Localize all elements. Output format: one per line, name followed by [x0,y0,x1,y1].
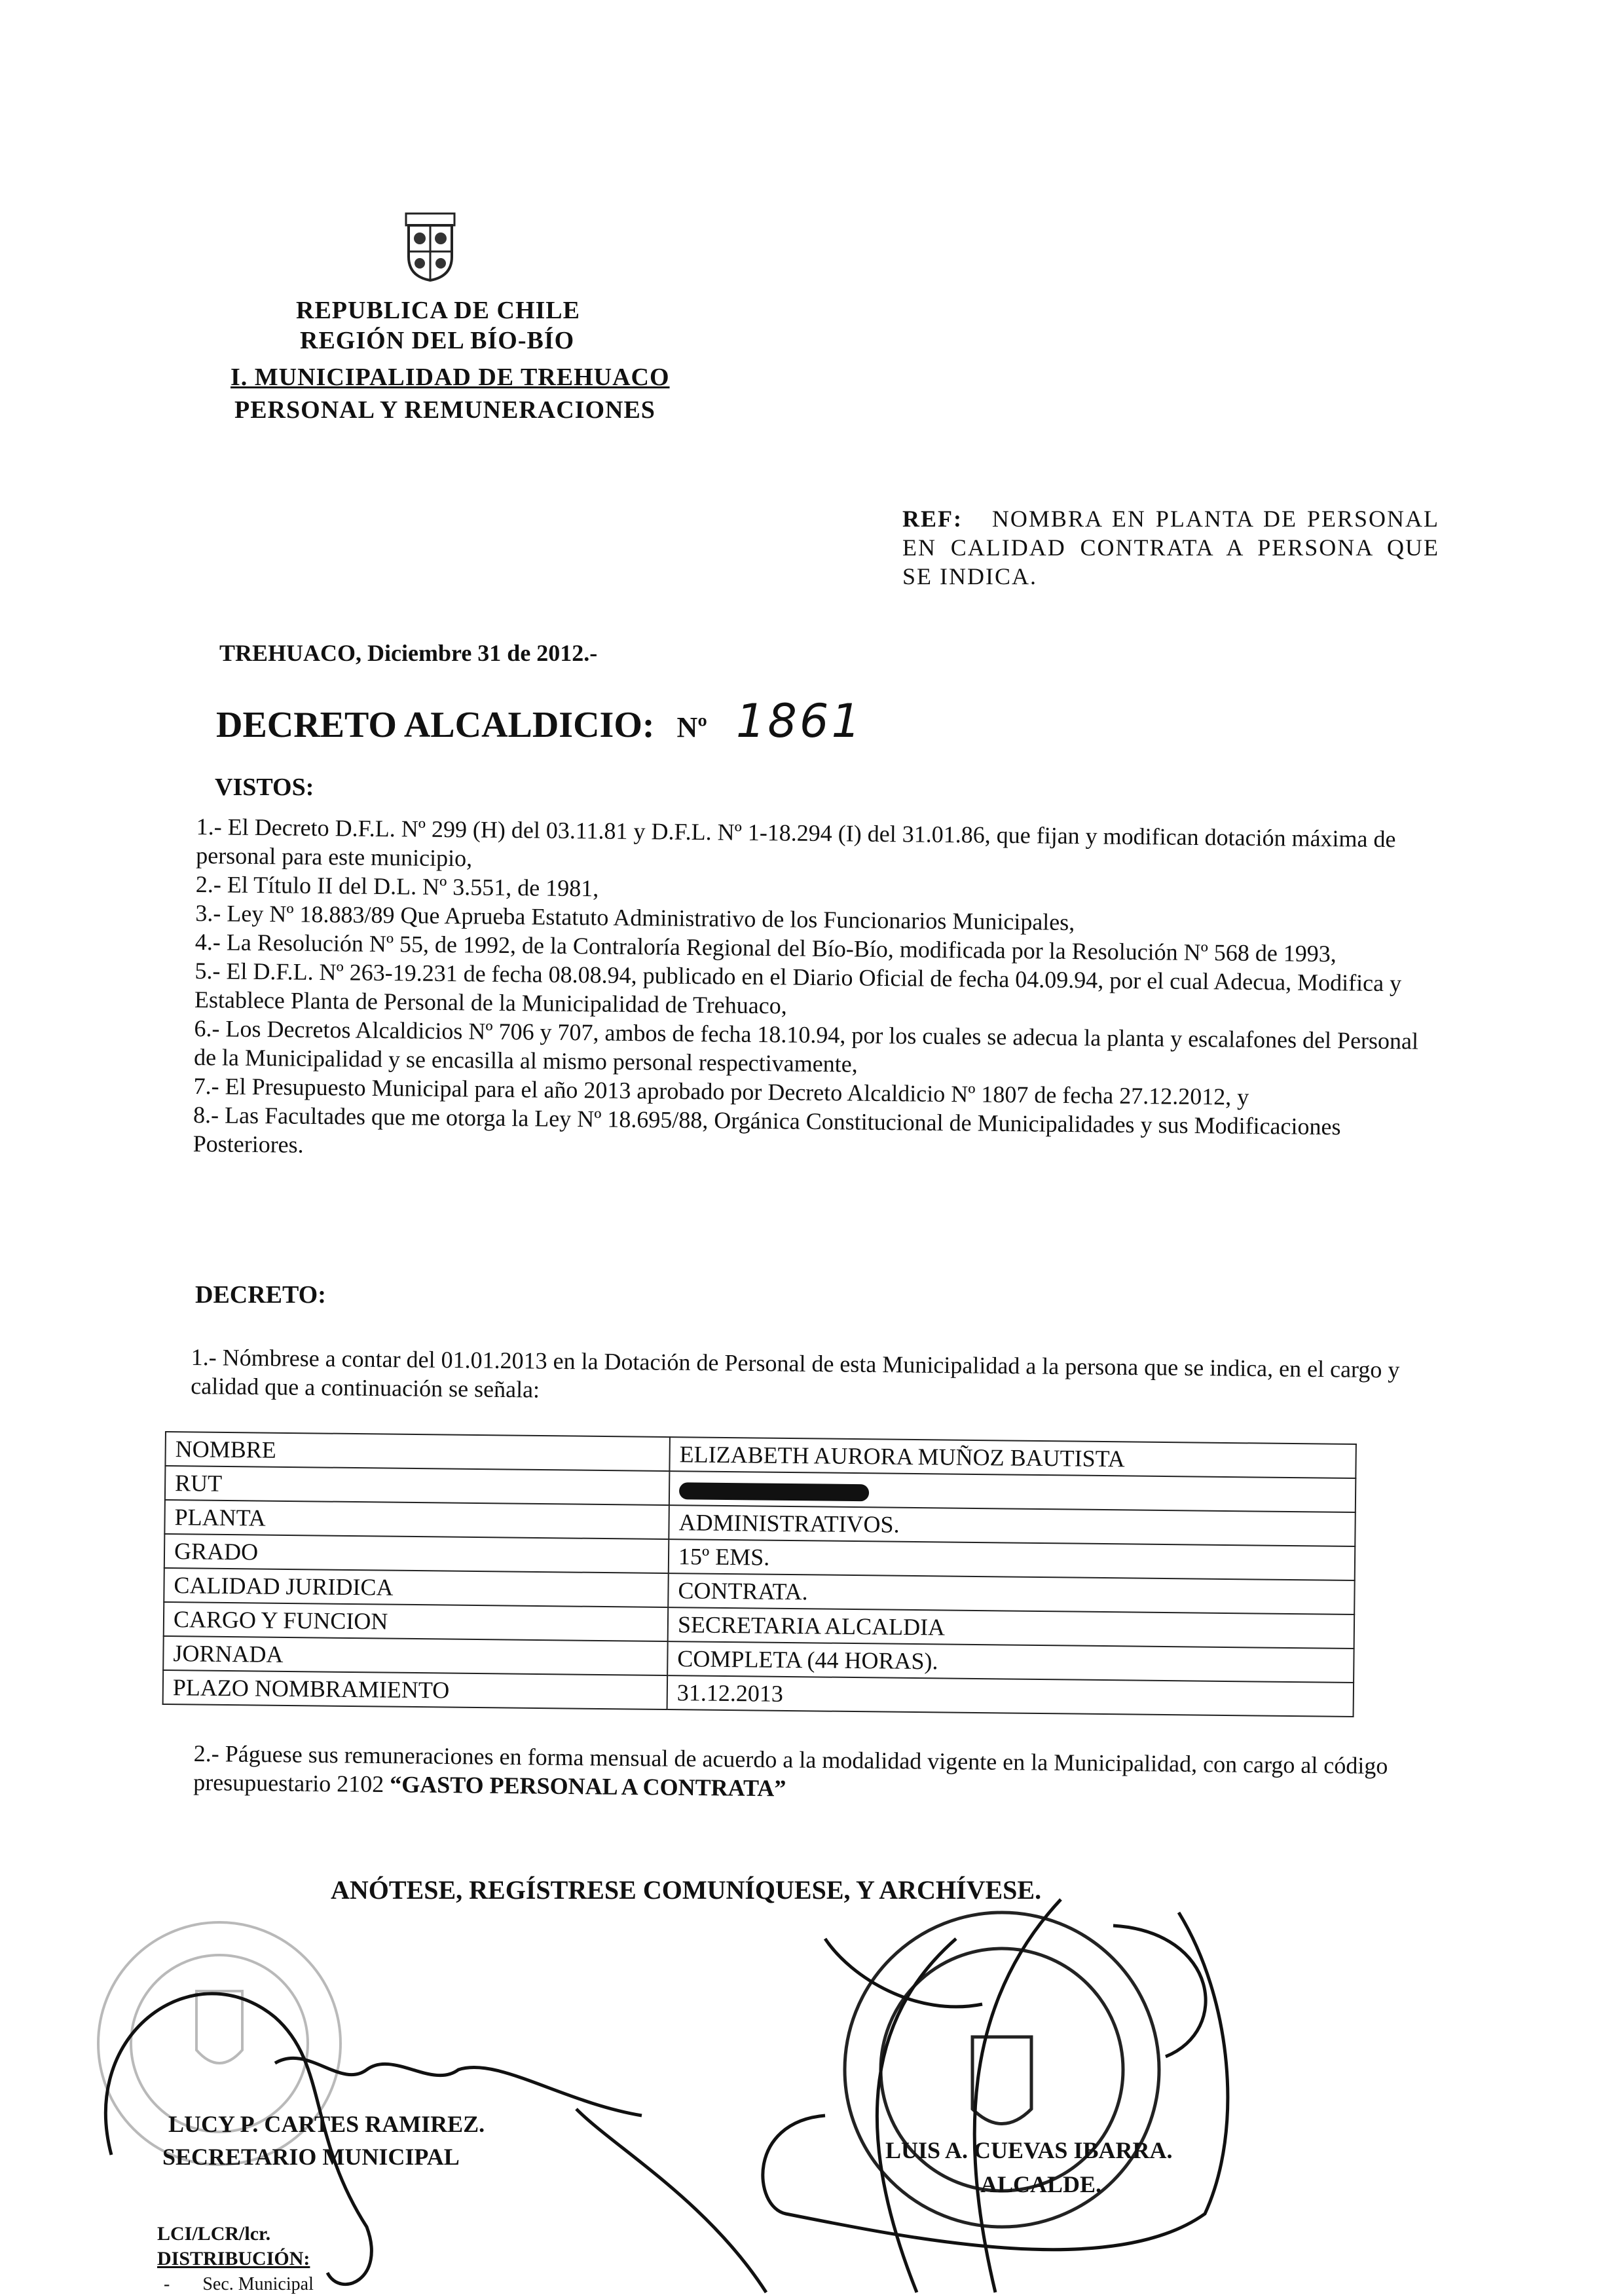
handwritten-signature-icon [105,1899,1227,2292]
table-value: CONTRATA. [668,1573,1354,1614]
table-key: PLANTA [164,1500,669,1539]
decree-number-handwritten: 1861 [735,694,864,748]
table-key: RUT [165,1466,670,1505]
vistos-item: 5.- El D.F.L. Nº 263-19.231 de fecha 08.08.94, publicado en el Diario Oficial de fecha 04.09.94, por el cual Adecua, Modifica y Establece Planta de Personal de la Municipalidad de Trehuaco, [194,957,1402,1019]
secretary-title: SECRETARIO MUNICIPAL [162,2144,460,2170]
table-value: ADMINISTRATIVOS. [669,1505,1355,1546]
distribution-item [164,2274,314,2295]
table-key: PLAZO NOMBRAMIENTO [163,1670,668,1709]
vistos-item: 1.- El Decreto D.F.L. Nº 299 (H) del 03.11.81 y D.F.L. Nº 1-18.294 (I) del 31.01.86, que fijan y modifican dotación máxima de personal para este municipio, [196,813,1396,872]
decree-title-text: DECRETO ALCALDICIO: [216,705,655,745]
distribution-label: DISTRIBUCIÓN: [157,2248,310,2269]
vistos-item: 8.- Las Facultades que me otorga la Ley Nº 18.695/88, Orgánica Constitucional de Municipalidades y sus Modificaciones Posteriores. [193,1101,1341,1158]
header-line-1: REPUBLICA DE CHILE [296,297,580,324]
item-2-text: 2.- Páguese sus remuneraciones en forma mensual de acuerdo a la modalidad vigente en la Municipalidad, con cargo al código presupuestario 2102 [193,1740,1388,1798]
header-line-4: PERSONAL Y REMUNERACIONES [234,396,655,424]
table-value: COMPLETA (44 HORAS). [667,1641,1354,1683]
vistos-item: 4.- La Resolución Nº 55, de 1992, de la Contraloría Regional del Bío-Bío, modificada por la Resolución Nº 568 de 1993, [194,928,1337,967]
table-key: NOMBRE [165,1432,670,1471]
distribution-item-text: Sec. Municipal [202,2274,314,2294]
table-key: JORNADA [163,1636,668,1675]
ref-label: REF: [902,506,963,532]
vistos-item: 7.- El Presupuesto Municipal para el año 2013 aprobado por Decreto Alcaldicio Nº 1807 de fecha 27.12.2012, y [193,1072,1249,1110]
header-line-2: REGIÓN DEL BÍO-BÍO [300,327,575,354]
table-value: 31.12.2013 [667,1675,1354,1717]
vistos-item: 2.- El Título II del D.L. Nº 3.551, de 1981, [195,870,599,902]
table-key: CALIDAD JURIDICA [164,1568,669,1607]
table-value: 15º EMS. [669,1539,1355,1580]
decreto-heading: DECRETO: [195,1281,326,1309]
mayor-title: ALCALDE. [980,2171,1102,2197]
table-value: ELIZABETH AURORA MUÑOZ BAUTISTA [669,1437,1356,1478]
table-key: GRADO [164,1534,669,1573]
date: Diciembre 31 de 2012.- [367,640,598,666]
table-value: SECRETARIA ALCALDIA [668,1607,1354,1649]
vistos-heading: VISTOS: [215,774,314,801]
vistos-item: 6.- Los Decretos Alcaldicios Nº 706 y 707, ambos de fecha 18.10.94, por los cuales se adecua la planta y escalafones del Personal de la Municipalidad y se encasilla al mismo personal respectivamente, [193,1015,1419,1077]
table-key: CARGO Y FUNCION [164,1602,669,1641]
initials: LCI/LCR/lcr. [157,2223,271,2245]
vistos-item: 3.- Ley Nº 18.883/89 Que Aprueba Estatuto Administrativo de los Funcionarios Municipales, [195,899,1075,936]
city: TREHUACO, [219,640,362,666]
closing-formula: ANÓTESE, REGÍSTRESE COMUNÍQUESE, Y ARCHÍVESE. [331,1875,1042,1905]
ref-text: NOMBRA EN PLANTA DE PERSONAL EN CALIDAD CONTRATA A PERSONA QUE SE INDICA. [902,506,1439,589]
budget-code-label: “GASTO PERSONAL A CONTRATA” [390,1771,786,1802]
header-line-3: I. MUNICIPALIDAD DE TREHUACO [231,364,670,391]
mayor-name: LUIS A. CUEVAS IBARRA. [885,2137,1173,2163]
decree-number-label: Nº [676,711,707,743]
bullet: - [164,2274,170,2294]
decreto-item-1: 1.- Nómbrese a contar del 01.01.2013 en la Dotación de Personal de esta Municipalidad a la persona que se indica, en el cargo y calidad que a continuación se señala: [191,1344,1400,1403]
secretary-name: LUCY P. CARTES RAMIREZ. [168,2111,485,2137]
